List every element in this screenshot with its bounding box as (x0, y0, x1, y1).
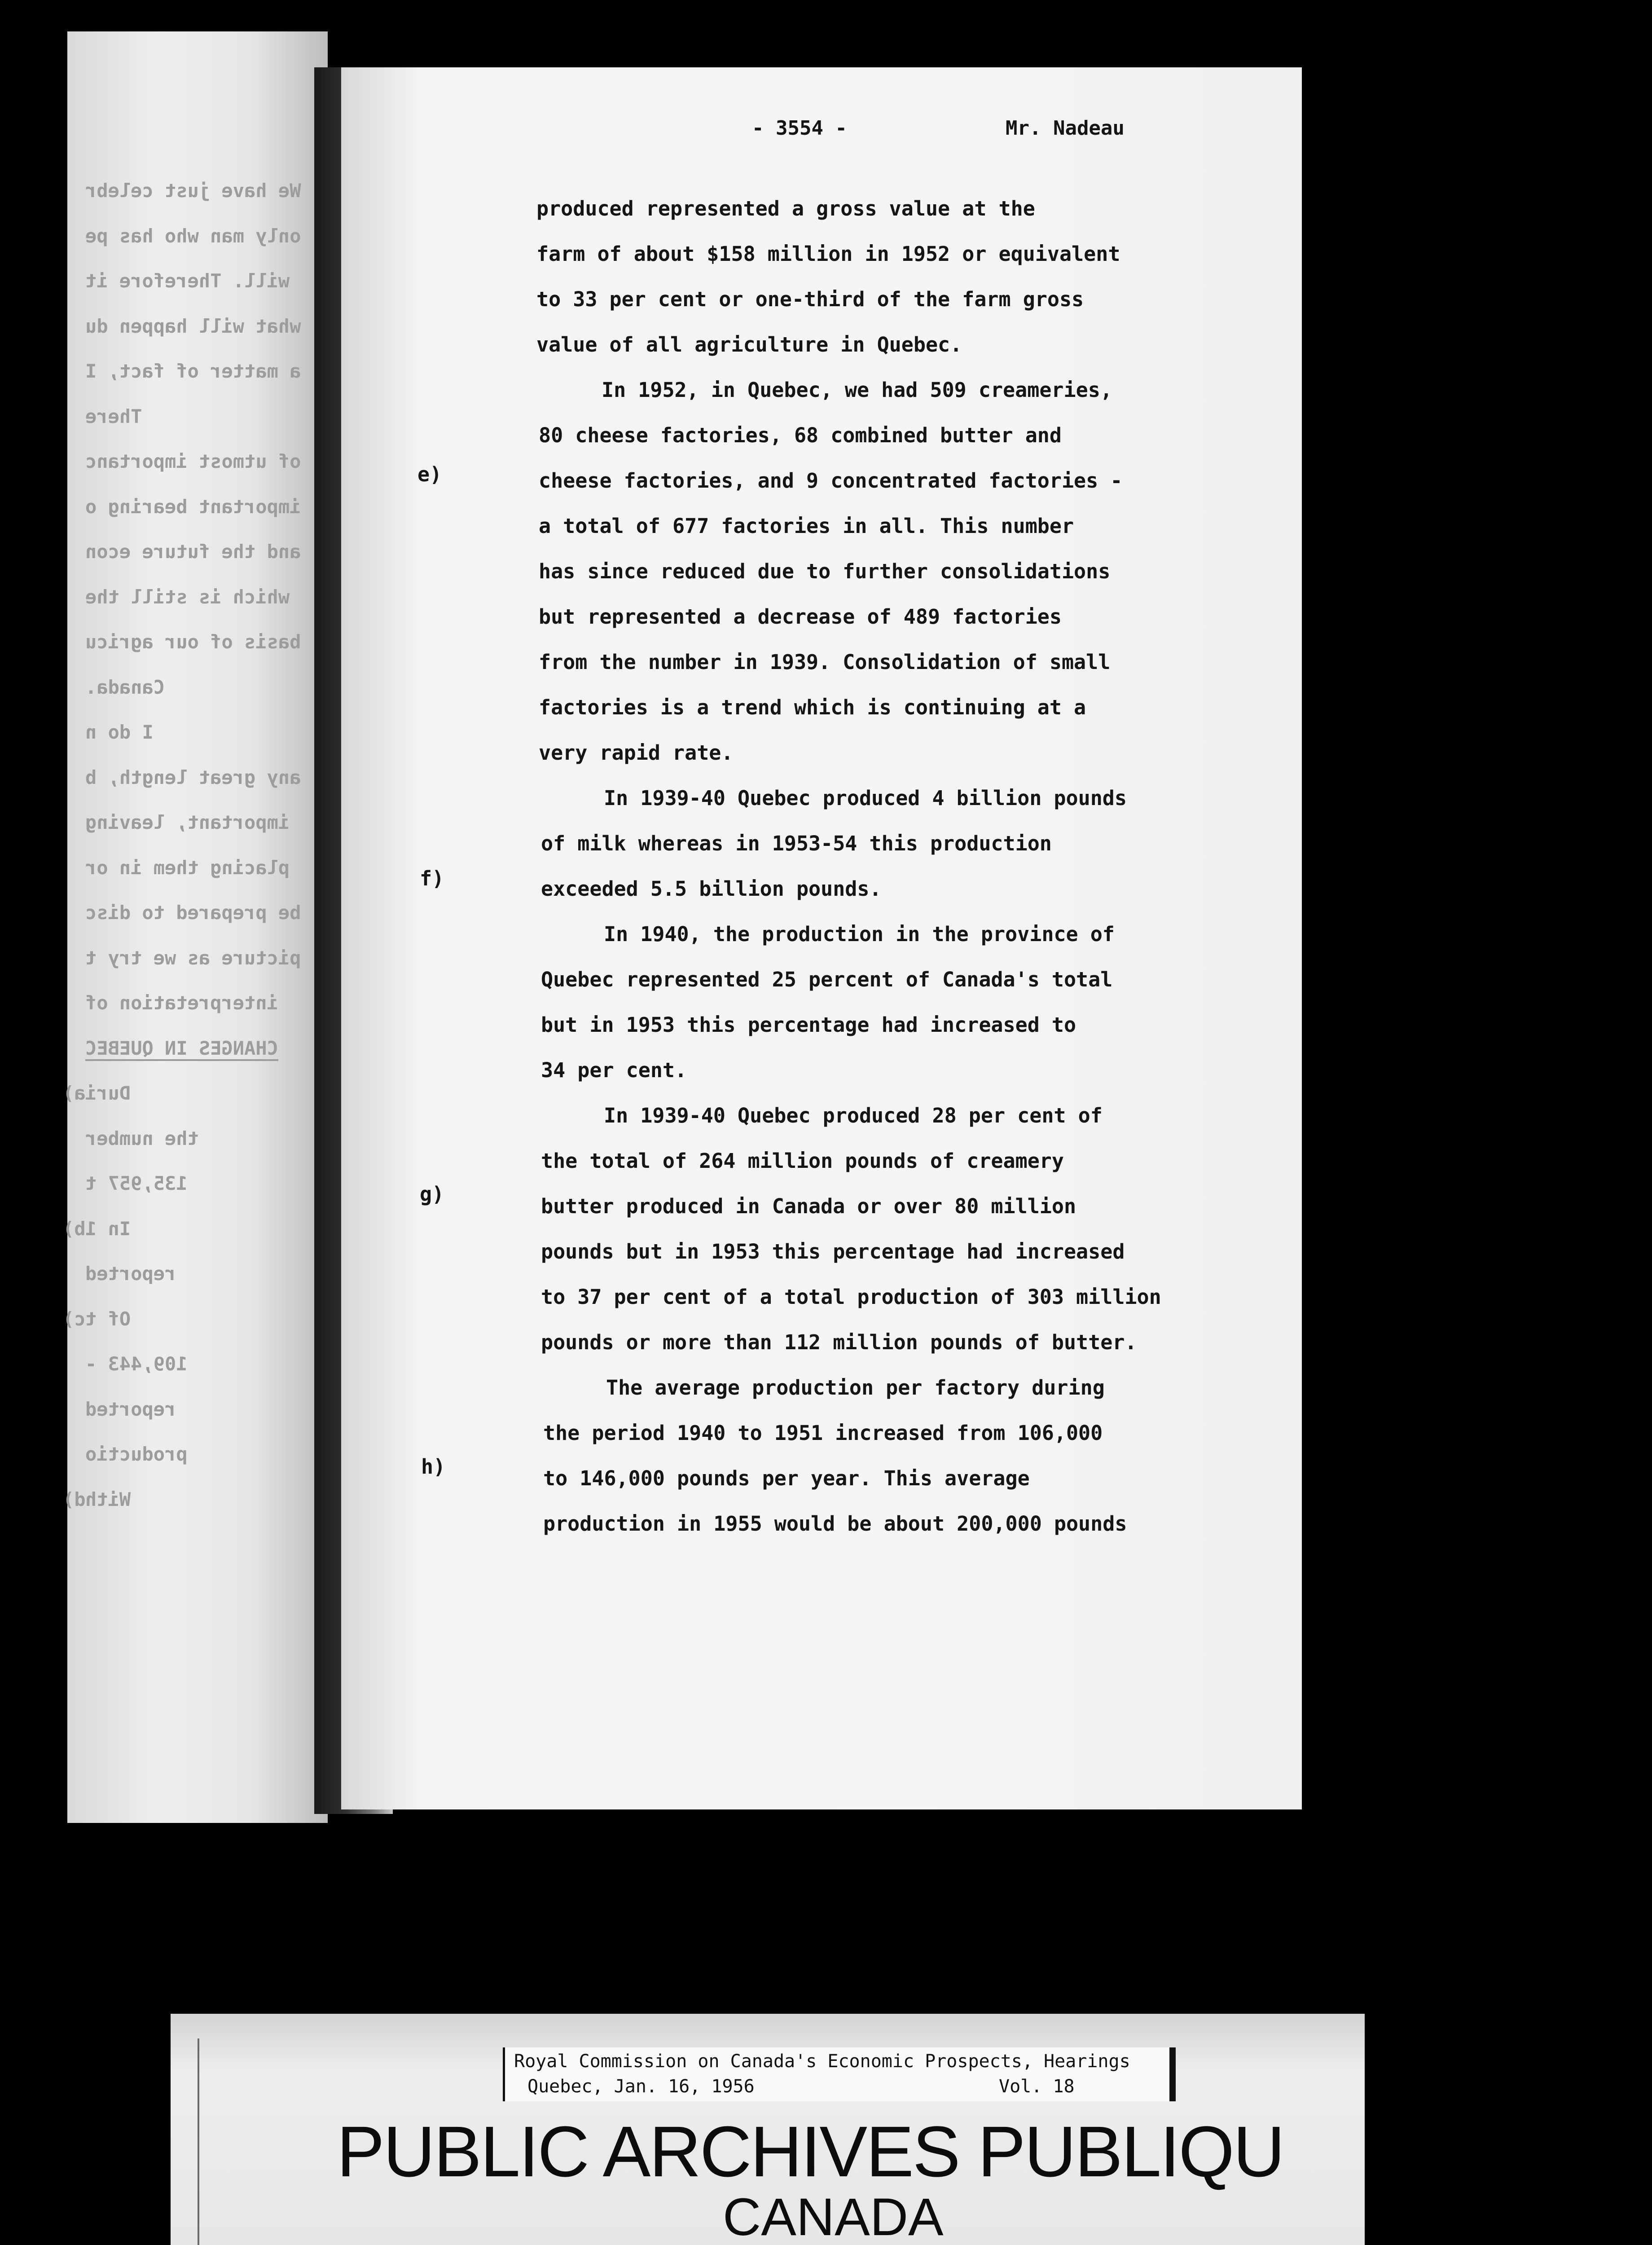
text-line: cheese factories, and 9 concentrated factories - (539, 469, 1123, 493)
text-line: exceeded 5.5 billion pounds. (541, 877, 882, 901)
mirrored-line-text: 135,957 t (85, 1172, 188, 1194)
mirrored-paragraph-marker: c) (63, 1307, 86, 1330)
mirrored-paragraph-marker: a) (63, 1082, 86, 1104)
mirrored-text-line (67, 1037, 328, 1083)
text-line: production in 1955 would be about 200,000 pounds (543, 1512, 1127, 1536)
stamp-edge-line (198, 2038, 199, 2245)
mirrored-line-text: In 1 (85, 1217, 131, 1240)
text-line: pounds but in 1953 this percentage had increased (541, 1240, 1125, 1263)
mirrored-line-text: reported (85, 1263, 176, 1285)
mirrored-line-text: picture as we try t (85, 946, 301, 969)
mirrored-text-line (67, 992, 328, 1037)
text-line: to 37 per cent of a total production of 303 million (541, 1285, 1161, 1309)
text-line: from the number in 1939. Consolidation of small (539, 650, 1111, 674)
paragraph-marker: h) (421, 1455, 446, 1479)
archives-country: CANADA (723, 2188, 944, 2245)
mirrored-line-text: the number (85, 1127, 199, 1149)
mirrored-line-text: There (85, 405, 142, 427)
mirrored-line-text: a matter of fact, I (85, 360, 301, 382)
mirrored-text-line (67, 857, 328, 902)
mirrored-text-line (67, 902, 328, 947)
text-line: butter produced in Canada or over 80 million (541, 1194, 1076, 1218)
mirrored-line-text: only man who has pe (85, 224, 301, 247)
text-line: produced represented a gross value at the (536, 197, 1035, 220)
mirrored-text-line (67, 721, 328, 766)
mirrored-text-line (63, 1082, 328, 1127)
mirrored-paragraph-marker: b) (63, 1217, 86, 1240)
mirrored-line-text: be prepared to disc (85, 902, 301, 924)
mirrored-line-text: productio (85, 1443, 188, 1465)
mirrored-line-text: basis of our agricu (85, 631, 301, 653)
page-tab-shadow (1576, 1046, 1652, 1118)
text-line: In 1939-40 Quebec produced 4 billion pounds (604, 786, 1127, 810)
archives-title: PUBLIC ARCHIVES PUBLIQU (337, 2111, 1284, 2192)
text-line: to 146,000 pounds per year. This average (543, 1466, 1030, 1490)
text-line: In 1940, the production in the province of (604, 922, 1115, 946)
mirrored-text-line (67, 405, 328, 451)
mirrored-line-text: Of t (85, 1307, 131, 1330)
reel-label-title: Royal Commission on Canada's Economic Prospects, Hearings (514, 2051, 1130, 2072)
mirrored-text-line (67, 1398, 328, 1444)
mirrored-line-text: Duri (85, 1082, 131, 1104)
text-line: 80 cheese factories, 68 combined butter and (539, 423, 1062, 447)
mirrored-text-block (63, 180, 328, 1533)
mirrored-text-line (67, 541, 328, 586)
reel-label-volume: Vol. 18 (999, 2076, 1075, 2097)
mirrored-line-text: placing them in or (85, 856, 290, 879)
mirrored-text-line (67, 766, 328, 812)
text-line: but in 1953 this percentage had increased to (541, 1013, 1076, 1037)
reel-label (503, 2047, 1176, 2101)
mirrored-text-line (67, 360, 328, 405)
text-line: farm of about $158 million in 1952 or equivalent (536, 242, 1120, 266)
mirrored-text-line (63, 1488, 328, 1534)
mirrored-line-text: and the future econ (85, 541, 301, 563)
mirrored-line-text: With (85, 1488, 131, 1510)
text-line: value of all agriculture in Quebec. (536, 333, 962, 357)
mirrored-text-line (67, 1172, 328, 1218)
mirrored-line-text: Canada. (85, 676, 165, 698)
mirrored-text-line (67, 1127, 328, 1173)
paragraph-marker: e) (417, 462, 442, 486)
mirrored-text-line (67, 1443, 328, 1488)
page-number: - 3554 - (752, 117, 847, 140)
text-line: In 1952, in Quebec, we had 509 creameries, (602, 378, 1112, 402)
mirrored-text-line (67, 586, 328, 631)
mirrored-text-line (67, 496, 328, 541)
mirrored-text-line (67, 631, 328, 676)
mirrored-line-text: will. Therefore it (85, 270, 290, 292)
mirrored-text-line (67, 811, 328, 857)
mirrored-line-text: what will happen du (85, 315, 301, 337)
text-line: the total of 264 million pounds of creamery (541, 1149, 1064, 1173)
mirrored-line-text: 109,443 - (85, 1353, 188, 1375)
text-line: Quebec represented 25 percent of Canada's total (541, 968, 1113, 991)
mirrored-line-text: of utmost importanc (85, 450, 301, 472)
mirrored-line-text: interpretation of (85, 992, 278, 1014)
mirrored-text-line (63, 1307, 328, 1353)
mirrored-line-text: which is still the (85, 585, 290, 608)
mirrored-paragraph-marker: d) (63, 1488, 86, 1510)
reel-label-date: Quebec, Jan. 16, 1956 (527, 2076, 755, 2097)
mirrored-line-text: reported (85, 1398, 176, 1420)
text-line: to 33 per cent or one-third of the farm gross (536, 287, 1084, 311)
text-line: 34 per cent. (541, 1058, 687, 1082)
text-line: pounds or more than 112 million pounds of butter. (541, 1330, 1137, 1354)
mirrored-text-line (67, 450, 328, 496)
previous-page-mirrored (63, 31, 328, 1823)
paragraph-marker: g) (420, 1182, 444, 1206)
mirrored-text-line (67, 225, 328, 270)
archive-stamp (171, 2014, 1365, 2245)
mirrored-line-text: any great length, b (85, 766, 301, 788)
paragraph-marker: f) (420, 867, 444, 890)
mirrored-line-text: I do n (85, 721, 154, 743)
text-line: In 1939-40 Quebec produced 28 per cent of (604, 1104, 1103, 1127)
speaker-name: Mr. Nadeau (1006, 117, 1125, 140)
mirrored-text-line (67, 676, 328, 722)
text-line: the period 1940 to 1951 increased from 106,000 (543, 1421, 1103, 1445)
mirrored-line-text: We have just celebr (85, 180, 301, 202)
mirrored-text-line (67, 315, 328, 361)
text-line: a total of 677 factories in all. This number (539, 514, 1074, 538)
text-line: very rapid rate. (539, 741, 734, 765)
mirrored-line-text: important, leaving (85, 811, 290, 833)
mirrored-text-line (63, 1217, 328, 1263)
text-line: has since reduced due to further consolidations (539, 559, 1111, 583)
text-line: of milk whereas in 1953-54 this production (541, 832, 1052, 855)
text-line: The average production per factory during (606, 1376, 1105, 1400)
current-page (341, 67, 1302, 1809)
text-line: factories is a trend which is continuing at a (539, 696, 1086, 719)
mirrored-line-text: important bearing o (85, 495, 301, 518)
mirrored-text-line (67, 270, 328, 315)
mirrored-text-line (67, 180, 328, 225)
mirrored-text-line (67, 1263, 328, 1308)
text-line: but represented a decrease of 489 factories (539, 605, 1062, 629)
mirrored-line-text: CHANGES IN QUEBEC (85, 1037, 278, 1061)
mirrored-text-line (67, 1353, 328, 1398)
mirrored-text-line (67, 947, 328, 992)
